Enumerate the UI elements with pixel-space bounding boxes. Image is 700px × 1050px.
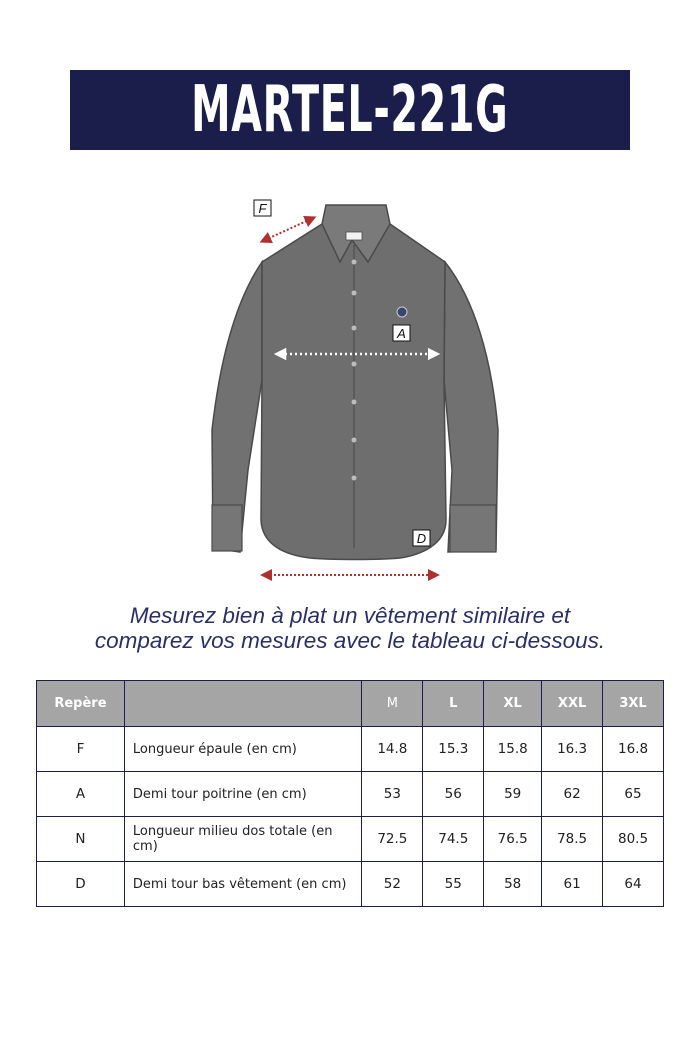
caption-line-2: comparez vos mesures avec le tableau ci-dessous. [94, 628, 606, 653]
header-size-xxl: XXL [542, 681, 603, 727]
cell-l: 55 [423, 862, 484, 907]
table-row [37, 772, 664, 817]
table-row [37, 727, 664, 772]
header-repere: Repère [37, 681, 125, 727]
table-row [37, 817, 664, 862]
row-code: F [37, 727, 125, 772]
title-banner [70, 70, 630, 150]
right-cuff [450, 505, 496, 552]
cell-l: 15.3 [423, 727, 484, 772]
row-label: Demi tour poitrine (en cm) [124, 772, 362, 817]
row-code: D [37, 862, 125, 907]
cell-xl: 59 [484, 772, 542, 817]
cell-3xl: 16.8 [603, 727, 664, 772]
shirt-illustration [190, 190, 520, 590]
marker-d: D [416, 531, 427, 546]
header-size-l: L [423, 681, 484, 727]
size-chart-table [36, 680, 664, 907]
cell-l: 74.5 [423, 817, 484, 862]
cell-m: 14.8 [362, 727, 423, 772]
cell-xxl: 61 [542, 862, 603, 907]
cell-m: 72.5 [362, 817, 423, 862]
row-label: Demi tour bas vêtement (en cm) [124, 862, 362, 907]
header-size-m: M [362, 681, 423, 727]
cell-3xl: 65 [603, 772, 664, 817]
header-description [124, 681, 362, 727]
row-label: Longueur épaule (en cm) [124, 727, 362, 772]
shirt-label [346, 232, 362, 240]
marker-f: F [258, 201, 267, 216]
row-code: N [37, 817, 125, 862]
header-size-3xl: 3XL [603, 681, 664, 727]
cell-xl: 15.8 [484, 727, 542, 772]
row-label: Longueur milieu dos totale (en cm) [124, 817, 362, 862]
marker-a: A [397, 326, 406, 341]
product-title: MARTEL-221G [191, 73, 509, 147]
measuring-instructions [20, 603, 680, 653]
cell-xxl: 16.3 [542, 727, 603, 772]
left-cuff [212, 505, 242, 551]
cell-3xl: 64 [603, 862, 664, 907]
caption-line-1: Mesurez bien à plat un vêtement similaire et [129, 603, 571, 628]
cell-xxl: 62 [542, 772, 603, 817]
cell-xl: 76.5 [484, 817, 542, 862]
table-row [37, 862, 664, 907]
table-header-row [37, 681, 664, 727]
header-size-xl: XL [484, 681, 542, 727]
cell-xxl: 78.5 [542, 817, 603, 862]
row-code: A [37, 772, 125, 817]
cell-m: 53 [362, 772, 423, 817]
cell-l: 56 [423, 772, 484, 817]
chest-logo [397, 307, 407, 317]
cell-m: 52 [362, 862, 423, 907]
cell-xl: 58 [484, 862, 542, 907]
cell-3xl: 80.5 [603, 817, 664, 862]
